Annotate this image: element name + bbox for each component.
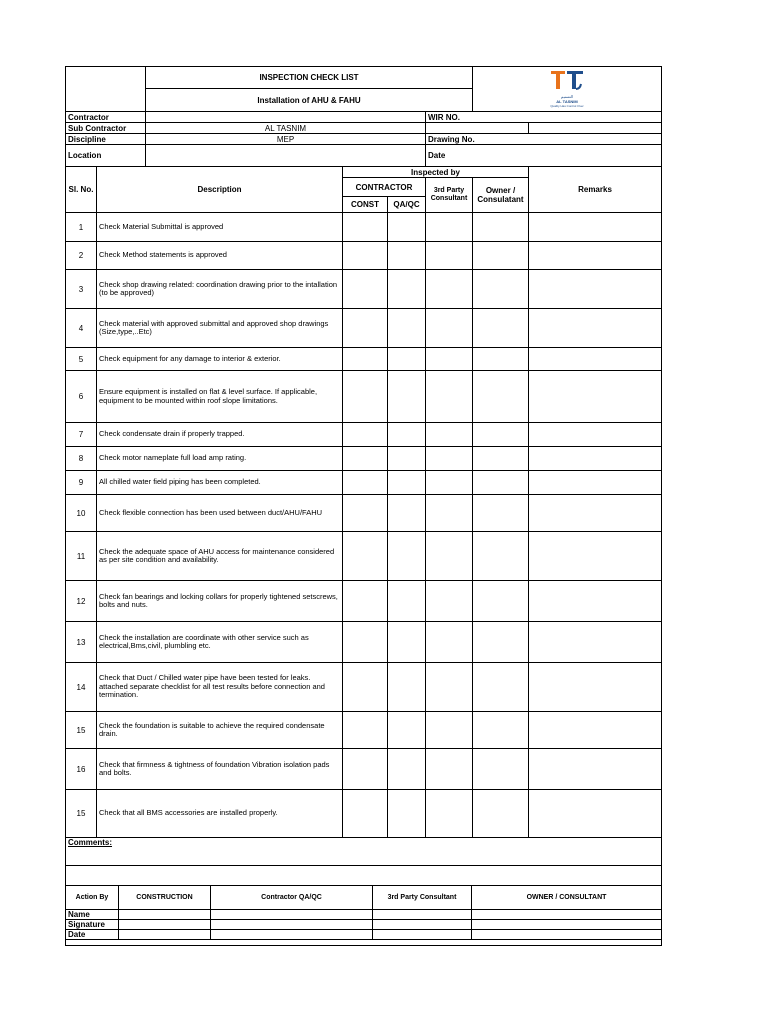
const-check-cell[interactable] [343,447,388,471]
const-check-cell[interactable] [343,471,388,495]
owner-check-cell[interactable] [473,242,529,270]
item-description: Check motor nameplate full load amp rating. [97,447,343,471]
qaqc-check-cell[interactable] [388,348,426,371]
owner-check-cell[interactable] [473,495,529,532]
owner-check-cell[interactable] [473,348,529,371]
qaqc-check-cell[interactable] [388,242,426,270]
table-row [66,471,662,495]
table-row [66,309,662,348]
item-number: 5 [66,348,97,371]
third-party-check-cell[interactable] [426,663,473,712]
item-description: Check Method statements is approved [97,242,343,270]
remarks-cell[interactable] [529,712,662,749]
const-check-cell[interactable] [343,663,388,712]
owner-check-cell[interactable] [473,532,529,581]
owner-check-cell[interactable] [473,471,529,495]
qaqc-check-cell[interactable] [388,581,426,622]
checklist-table [65,66,662,886]
table-row [66,371,662,423]
remarks-cell[interactable] [529,309,662,348]
item-description: Ensure equipment is installed on flat & level surface. If applicable, equipment to be mounted within roof slope limitations. [97,371,343,423]
third-party-consultant-header: 3rd Party Consultant [373,885,472,909]
item-description: Check shop drawing related: coordination drawing prior to the intallation (to be approved) [97,270,343,309]
action-row-blank [66,939,662,945]
remarks-cell[interactable] [529,270,662,309]
qaqc-check-cell[interactable] [388,213,426,242]
sub-contractor-label: Sub Contractor [66,123,146,134]
item-number: 7 [66,423,97,447]
location-label: Location [66,145,146,167]
third-party-check-cell[interactable] [426,270,473,309]
table-row [66,270,662,309]
item-number: 15 [66,712,97,749]
owner-entry[interactable] [472,909,662,919]
third-party-entry[interactable] [373,909,472,919]
qaqc-check-cell[interactable] [388,371,426,423]
qaqc-check-cell[interactable] [388,495,426,532]
remarks-cell[interactable] [529,242,662,270]
logo-arabic-text: التسنيم [560,93,574,99]
table-row [66,622,662,663]
qaqc-header: QA/QC [388,197,426,213]
construction-entry[interactable] [119,919,211,929]
logo-tagline: Quality Has Control Over [550,103,584,108]
const-check-cell[interactable] [343,348,388,371]
const-header: CONST [343,197,388,213]
third-party-check-cell[interactable] [426,242,473,270]
item-number: 2 [66,242,97,270]
owner-check-cell[interactable] [473,423,529,447]
owner-check-cell[interactable] [473,213,529,242]
table-row [66,749,662,790]
company-logo [473,67,662,112]
owner-check-cell[interactable] [473,663,529,712]
remarks-cell[interactable] [529,447,662,471]
const-check-cell[interactable] [343,749,388,790]
third-party-check-cell[interactable] [426,581,473,622]
const-check-cell[interactable] [343,712,388,749]
third-party-check-cell[interactable] [426,712,473,749]
item-description: Check equipment for any damage to interior & exterior. [97,348,343,371]
item-number: 1 [66,213,97,242]
third-party-check-cell[interactable] [426,309,473,348]
item-description: Check that firmness & tightness of foundation Vibration isolation pads and bolts. [97,749,343,790]
item-number: 8 [66,447,97,471]
third-party-header: 3rd Party Consultant [426,178,473,213]
const-check-cell[interactable] [343,581,388,622]
discipline-value[interactable]: MEP [146,134,426,145]
item-description: Check Material Submittal is approved [97,213,343,242]
remarks-cell[interactable] [529,581,662,622]
item-number: 6 [66,371,97,423]
sub-contractor-value[interactable]: AL TASNIM [146,123,426,134]
const-check-cell[interactable] [343,622,388,663]
third-party-entry[interactable] [373,929,472,939]
description-header: Description [97,167,343,213]
action-row [66,929,662,939]
owner-entry[interactable] [472,919,662,929]
qaqc-check-cell[interactable] [388,270,426,309]
item-description: Check the adequate space of AHU access for maintenance considered as per site condition and availability. [97,532,343,581]
contractor-qaqc-entry[interactable] [211,909,373,919]
item-number: 9 [66,471,97,495]
qaqc-check-cell[interactable] [388,447,426,471]
third-party-check-cell[interactable] [426,213,473,242]
remarks-cell[interactable] [529,495,662,532]
header-blank [66,67,146,112]
qaqc-check-cell[interactable] [388,423,426,447]
qaqc-check-cell[interactable] [388,663,426,712]
al-tasnim-logo-icon [550,70,584,92]
wir-no-value[interactable] [529,112,662,123]
qaqc-check-cell[interactable] [388,622,426,663]
qaqc-check-cell[interactable] [388,309,426,348]
third-party-check-cell[interactable] [426,749,473,790]
remarks-cell[interactable] [529,532,662,581]
table-row [66,348,662,371]
action-row-label: Date [66,929,119,939]
remarks-cell[interactable] [529,423,662,447]
const-check-cell[interactable] [343,423,388,447]
contractor-qaqc-header: Contractor QA/QC [211,885,373,909]
qaqc-check-cell[interactable] [388,471,426,495]
action-row-label: Name [66,909,119,919]
third-party-check-cell[interactable] [426,495,473,532]
remarks-cell[interactable] [529,371,662,423]
logo-name: AL TASNIM [556,98,578,104]
remarks-header: Remarks [529,167,662,213]
const-check-cell[interactable] [343,309,388,348]
item-description: Check that Duct / Chilled water pipe have been tested for leaks. attached separate checklist for all test results before connection and termination. [97,663,343,712]
owner-check-cell[interactable] [473,581,529,622]
remarks-cell[interactable] [529,622,662,663]
table-row [66,242,662,270]
owner-consultant-action-header: OWNER / CONSULTANT [472,885,662,909]
action-row [66,909,662,919]
qaqc-check-cell[interactable] [388,712,426,749]
inspection-checklist-sheet [65,66,661,946]
table-row [66,495,662,532]
sub-contractor-blank[interactable] [426,123,529,134]
const-check-cell[interactable] [343,790,388,838]
construction-entry[interactable] [119,909,211,919]
wir-no-label: WIR NO. [426,112,529,123]
table-row [66,581,662,622]
third-party-check-cell[interactable] [426,447,473,471]
const-check-cell[interactable] [343,213,388,242]
table-row [66,663,662,712]
date-value[interactable] [529,145,662,167]
contractor-header: CONTRACTOR [343,178,426,197]
item-description: Check condensate drain if properly trapped. [97,423,343,447]
owner-entry[interactable] [472,929,662,939]
remarks-cell[interactable] [529,348,662,371]
drawing-no-value[interactable] [529,134,662,145]
qaqc-check-cell[interactable] [388,749,426,790]
item-description: Check material with approved submittal and approved shop drawings (Size,type,..Etc) [97,309,343,348]
third-party-check-cell[interactable] [426,532,473,581]
action-row-label: Signature [66,919,119,929]
item-number: 12 [66,581,97,622]
remarks-cell[interactable] [529,213,662,242]
item-description: Check the installation are coordinate with other service such as electrical,Bms,civil, plumbling etc. [97,622,343,663]
location-value[interactable] [146,145,426,167]
sub-contractor-blank-2[interactable] [529,123,662,134]
checklist-items [66,213,662,838]
item-description: Check that all BMS accessories are installed properly. [97,790,343,838]
const-check-cell[interactable] [343,495,388,532]
item-number: 13 [66,622,97,663]
qaqc-check-cell[interactable] [388,790,426,838]
third-party-check-cell[interactable] [426,790,473,838]
remarks-cell[interactable] [529,471,662,495]
comments-label: Comments: [66,838,662,866]
owner-check-cell[interactable] [473,622,529,663]
remarks-cell[interactable] [529,663,662,712]
third-party-check-cell[interactable] [426,348,473,371]
construction-entry[interactable] [119,929,211,939]
owner-check-cell[interactable] [473,309,529,348]
contractor-value[interactable] [146,112,426,123]
item-number: 15 [66,790,97,838]
qaqc-check-cell[interactable] [388,532,426,581]
item-description: Check flexible connection has been used between duct/AHU/FAHU [97,495,343,532]
owner-consultant-header: Owner / Consulatant [473,178,529,213]
third-party-entry[interactable] [373,919,472,929]
table-row [66,790,662,838]
table-row [66,213,662,242]
contractor-qaqc-entry[interactable] [211,919,373,929]
inspected-by-header: Inspected by [343,167,529,178]
discipline-label: Discipline [66,134,146,145]
item-number: 11 [66,532,97,581]
action-by-header: Action By [66,885,119,909]
sl-no-header: Sl. No. [66,167,97,213]
table-row [66,447,662,471]
construction-header: CONSTRUCTION [119,885,211,909]
const-check-cell[interactable] [343,371,388,423]
const-check-cell[interactable] [343,242,388,270]
owner-check-cell[interactable] [473,749,529,790]
third-party-check-cell[interactable] [426,471,473,495]
item-number: 10 [66,495,97,532]
action-table [65,885,662,946]
page-subtitle: Installation of AHU & FAHU [146,89,473,112]
table-row [66,712,662,749]
comments-area[interactable] [66,866,662,886]
table-row [66,532,662,581]
action-row [66,919,662,929]
remarks-cell[interactable] [529,790,662,838]
remarks-cell[interactable] [529,749,662,790]
owner-check-cell[interactable] [473,371,529,423]
third-party-check-cell[interactable] [426,371,473,423]
contractor-label: Contractor [66,112,146,123]
item-description: All chilled water field piping has been completed. [97,471,343,495]
owner-check-cell[interactable] [473,270,529,309]
item-number: 3 [66,270,97,309]
date-label: Date [426,145,529,167]
item-number: 4 [66,309,97,348]
item-description: Check fan bearings and locking collars for properly tightened setscrews, bolts and nuts. [97,581,343,622]
contractor-qaqc-entry[interactable] [211,929,373,939]
item-description: Check the foundation is suitable to achieve the required condensate drain. [97,712,343,749]
owner-check-cell[interactable] [473,712,529,749]
owner-check-cell[interactable] [473,790,529,838]
action-blank-cell [66,939,662,945]
page-title: INSPECTION CHECK LIST [146,67,473,89]
const-check-cell[interactable] [343,270,388,309]
const-check-cell[interactable] [343,532,388,581]
item-number: 16 [66,749,97,790]
table-row [66,423,662,447]
third-party-check-cell[interactable] [426,622,473,663]
owner-check-cell[interactable] [473,447,529,471]
action-rows [66,909,662,945]
item-number: 14 [66,663,97,712]
drawing-no-label: Drawing No. [426,134,529,145]
third-party-check-cell[interactable] [426,423,473,447]
